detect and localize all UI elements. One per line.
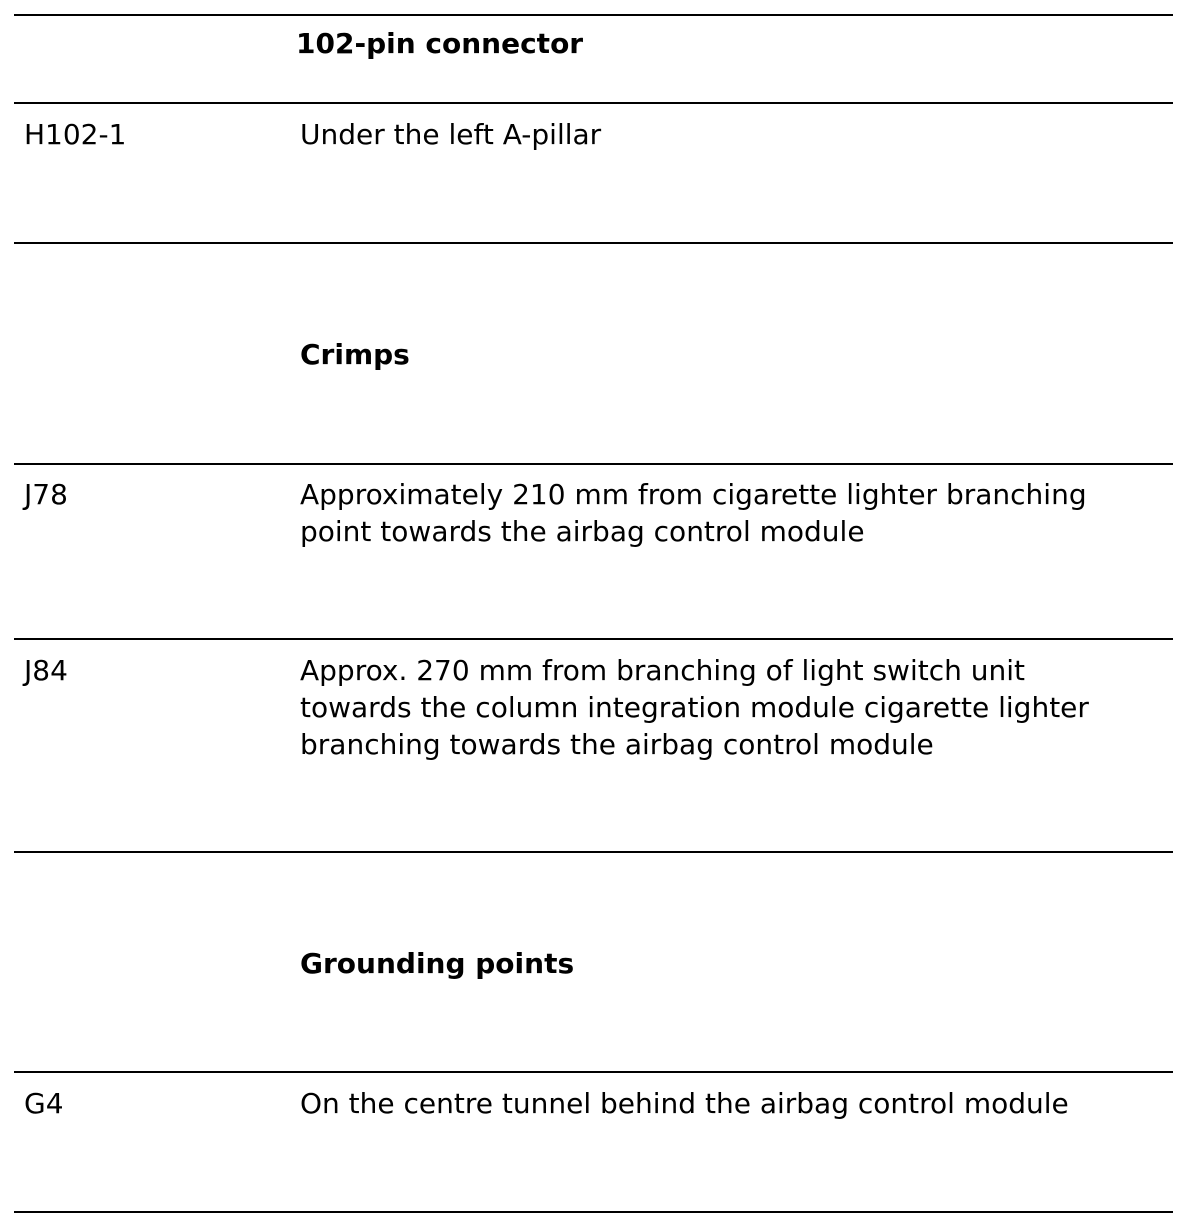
- row-value-j84-line-3: branching towards the airbag control module: [300, 728, 934, 761]
- section-heading-crimps: Crimps: [300, 338, 410, 371]
- table-rule: [14, 14, 1173, 16]
- table-rule: [14, 102, 1173, 104]
- row-key-j84: J84: [24, 654, 68, 687]
- section-heading-grounding: Grounding points: [300, 947, 575, 980]
- table-rule: [14, 463, 1173, 465]
- table-rule: [14, 851, 1173, 853]
- section-heading-connector: 102-pin connector: [296, 27, 584, 60]
- row-value-j84-line-1: Approx. 270 mm from branching of light switch unit: [300, 654, 1026, 687]
- row-key-h102-1: H102-1: [24, 118, 127, 151]
- table-rule: [14, 1071, 1173, 1073]
- row-value-j78-line-1: Approximately 210 mm from cigarette lighter branching: [300, 478, 1087, 511]
- row-value-j78-line-2: point towards the airbag control module: [300, 515, 865, 548]
- table-rule: [14, 638, 1173, 640]
- row-value-g4: On the centre tunnel behind the airbag control module: [300, 1087, 1069, 1120]
- table-rule: [14, 242, 1173, 244]
- row-key-j78: J78: [24, 478, 68, 511]
- row-key-g4: G4: [24, 1087, 64, 1120]
- table-rule: [14, 1211, 1173, 1213]
- row-value-h102-1: Under the left A-pillar: [300, 118, 602, 151]
- row-value-j84-line-2: towards the column integration module cigarette lighter: [300, 691, 1089, 724]
